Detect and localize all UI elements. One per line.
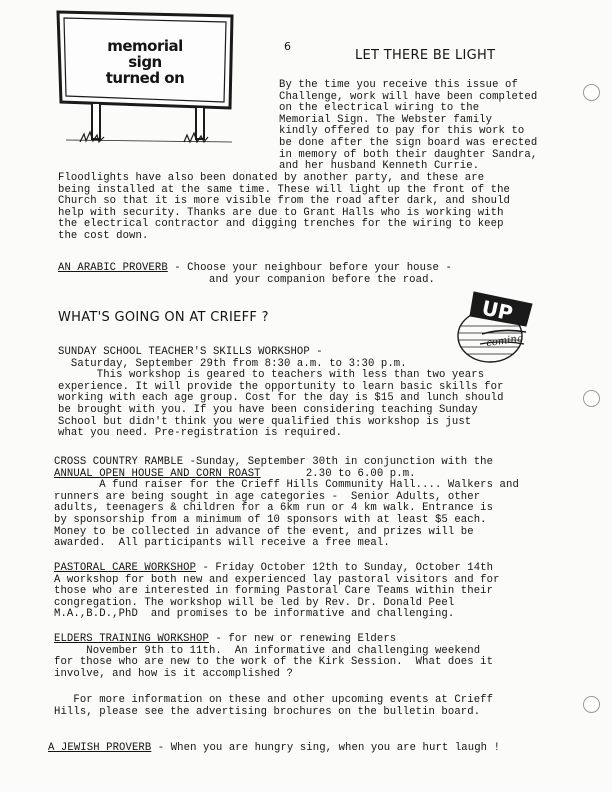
- pastoral-dates: - Friday October 12th to Sunday, October 14th: [196, 562, 494, 574]
- punch-hole-bottom: [583, 696, 600, 713]
- section1-paragraph-top: [279, 80, 537, 173]
- section-title-whats-going-on: WHAT'S GOING ON AT CRIEFF ?: [58, 310, 269, 325]
- text-line: those who are interested in forming Pastoral Care Teams within their: [54, 585, 494, 598]
- arabic-proverb-label: AN ARABIC PROVERB: [58, 262, 168, 274]
- open-house-label: ANNUAL OPEN HOUSE AND CORN ROAST: [54, 467, 261, 480]
- text-line: help with security. Thanks are due to Grant Halls who is working with: [58, 206, 504, 219]
- text-line: experience. It will provide the opportunity to learn basic skills for: [58, 380, 504, 393]
- text-line: Memorial Sign. The Webster family: [279, 113, 493, 126]
- text-line: the electrical contractor and digging trenches for the wiring to keep: [58, 218, 504, 231]
- text-line: working with each age group. Cost for the day is $15 and lunch should: [58, 392, 504, 405]
- jewish-proverb: [48, 743, 500, 755]
- text-line: Money to be collected in advance of the event, and prizes will be: [54, 525, 474, 538]
- cross-country-ramble: [54, 457, 519, 550]
- sign-line-3: turned on: [105, 69, 185, 87]
- section1-paragraph-bottom: [58, 173, 510, 243]
- text-line: Hills, please see the advertising brochures on the bulletin board.: [54, 705, 481, 718]
- arabic-proverb-text: - Choose your neighbour before your house -: [167, 262, 452, 274]
- punch-hole-middle: [583, 390, 600, 407]
- text-line: be brought with you. If you have been considering teaching Sunday: [58, 403, 478, 416]
- upcoming-badge-bottom: coming: [485, 333, 524, 350]
- jewish-proverb-text: - When you are hungry sing, when you are hurt laugh !: [151, 742, 501, 754]
- punch-hole-top: [583, 84, 600, 101]
- text-line: the cost down.: [58, 229, 149, 242]
- text-line: Challenge, work will have been completed: [279, 90, 538, 103]
- text-line: November 9th to 11th. An informative and challenging weekend: [54, 644, 481, 657]
- text-line: congregation. The workshop will be led by Rev. Dr. Donald Peel: [54, 596, 455, 609]
- sunday-school-workshop: [58, 347, 504, 440]
- sign-line-1: memorial: [107, 37, 183, 55]
- ramble-title: CROSS COUNTRY RAMBLE -Sunday, September 30th in conjunction with the: [54, 456, 494, 468]
- text-line: by sponsorship from a minimum of 10 sponsors with at least $5 each.: [54, 513, 487, 526]
- sign-text: [70, 38, 220, 86]
- pastoral-label: PASTORAL CARE WORKSHOP: [54, 562, 197, 574]
- elders-training-workshop: [54, 634, 493, 680]
- workshop-title: SUNDAY SCHOOL TEACHER'S SKILLS WORKSHOP -: [58, 346, 323, 358]
- text-line: and her husband Kenneth Currie.: [279, 160, 480, 173]
- text-line: be done after the sign board was erected: [279, 136, 538, 149]
- upcoming-badge-top: UP: [479, 295, 515, 326]
- text-line: Floodlights have also been donated by another party, and these are: [58, 172, 485, 184]
- open-house-time: 2.30 to 6.00 p.m.: [260, 467, 416, 480]
- text-line: By the time you receive this issue of: [279, 79, 518, 91]
- text-line: involve, and how is it accomplished ?: [54, 667, 293, 680]
- more-information: [54, 695, 493, 718]
- section-title-let-there-be-light: LET THERE BE LIGHT: [355, 48, 496, 63]
- page-number: 6: [284, 40, 291, 53]
- text-line: A workshop for both new and experienced lay pastoral visitors and for: [54, 573, 500, 586]
- elders-label: ELDERS TRAINING WORKSHOP: [54, 633, 209, 645]
- text-line: Church so that it is more visible from the road after dark, and should: [58, 195, 511, 208]
- text-line: kindly offered to pay for this work to: [279, 125, 525, 138]
- text-line: M.A.,B.D.,PhD and promises to be informative and challenging.: [54, 608, 455, 621]
- arabic-proverb: [58, 263, 452, 286]
- sign-line-2: sign: [128, 53, 162, 71]
- text-line: adults, teenagers & children for a 6km run or 4 km walk. Entrance is: [54, 502, 494, 515]
- text-line: for those who are new to the work of the Kirk Session. What does it: [54, 656, 494, 669]
- text-line: what you need. Pre-registration is required.: [58, 427, 343, 440]
- pastoral-care-workshop: [54, 563, 500, 621]
- text-line: on the electrical wiring to the: [279, 102, 480, 115]
- text-line: School but didn't think you were qualified this workshop is just: [58, 415, 472, 428]
- arabic-proverb-text-2: and your companion before the road.: [209, 273, 436, 286]
- text-line: awarded. All participants will receive a free meal.: [54, 537, 390, 550]
- elders-subtitle: - for new or renewing Elders: [208, 633, 397, 645]
- text-line: runners are being sought in age categories - Senior Adults, other: [54, 490, 481, 503]
- text-line: For more information on these and other upcoming events at Crieff: [54, 694, 494, 706]
- text-line: This workshop is geared to teachers with less than two years: [58, 369, 485, 382]
- text-line: in memory of both their daughter Sandra,: [279, 148, 538, 161]
- text-line: being installed at the same time. These will light up the front of the: [58, 183, 511, 196]
- text-line: A fund raiser for the Crieff Hills Community Hall.... Walkers and: [54, 479, 519, 492]
- text-line: Saturday, September 29th from 8:30 a.m. to 3:30 p.m.: [58, 357, 407, 370]
- jewish-proverb-label: A JEWISH PROVERB: [48, 742, 152, 754]
